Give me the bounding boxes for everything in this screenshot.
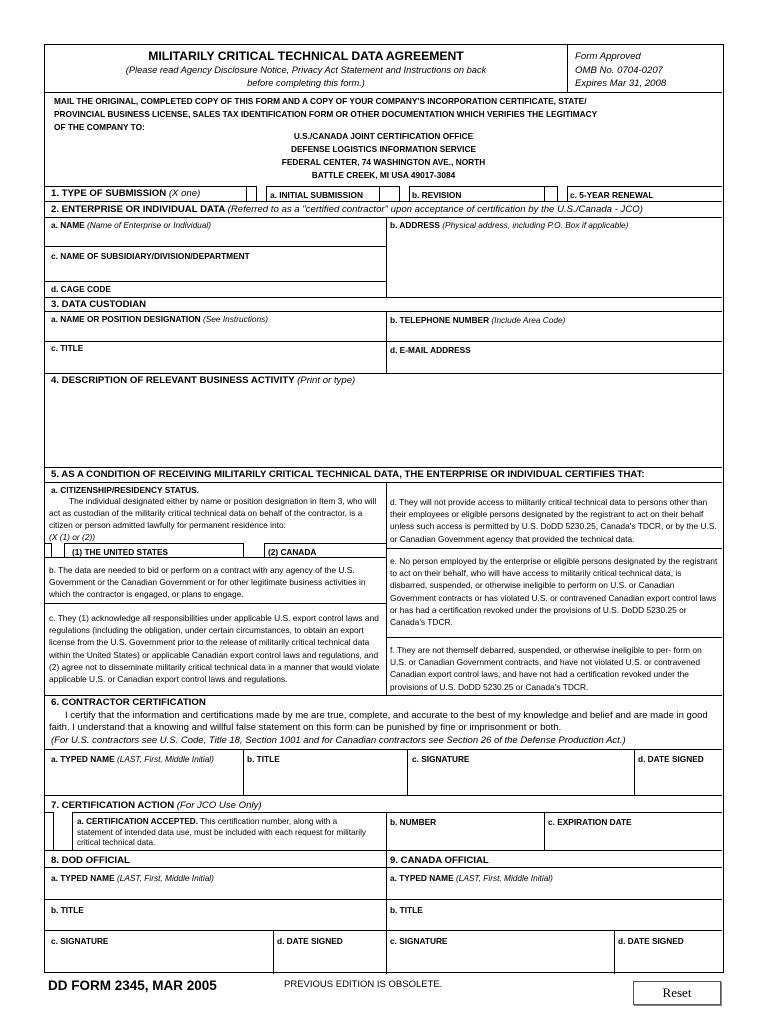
certification-accepted-label: a. CERTIFICATION ACCEPTED. [77, 817, 198, 826]
reset-button[interactable]: Reset [633, 981, 721, 1005]
initial-submission-label: a. INITIAL SUBMISSION [270, 190, 363, 200]
rule [386, 482, 387, 695]
revision-checkbox[interactable] [399, 186, 410, 201]
rule [386, 812, 387, 850]
rule [386, 637, 722, 638]
condition-f-text: f. They are not themself debarred, suspended, or otherwise ineligible to per- form on U.S. or Canadian Government contracts, and have not violated U.S. or contravened Canadian export control laws, and have not had a certification revoked under the provisions of U.S. DoDD 5230.25 or Canada's TDCR. [390, 645, 702, 692]
telephone-hint: (Include Area Code) [491, 315, 566, 325]
rule [544, 812, 545, 850]
custodian-name-field[interactable] [49, 325, 382, 339]
rule [45, 311, 722, 312]
rule [45, 467, 722, 468]
citizenship-hint: (X (1) or (2)) [49, 532, 96, 542]
section-2-title: 2. ENTERPRISE OR INDIVIDUAL DATA [51, 204, 225, 215]
section-7-label [51, 800, 262, 811]
dod-date-field[interactable] [277, 948, 382, 970]
condition-e-text: e. No person employed by the enterprise or eligible persons designated by the registrant to act on their behalf, who will have access to militarily critical technical data, is disbarred, suspended, or otherwise ineligible to perform on U.S. or Canadian Government contracts or has violated U.S. or contravened Canadian export control laws or has had a certification revoked under the provisions of U.S. DoDD 5230.25 or Canada's TDCR. [390, 556, 718, 628]
rule [45, 930, 722, 931]
mail-address-1: U.S./CANADA JOINT CERTIFICATION OFFICE [293, 131, 474, 141]
subsidiary-label: c. NAME OF SUBSIDIARY/DIVISION/DEPARTMENT [51, 251, 250, 261]
canada-title-label: b. TITLE [390, 905, 423, 915]
section-4-label [51, 375, 355, 386]
contractor-date-field[interactable] [638, 767, 718, 793]
section-7-title: 7. CERTIFICATION ACTION [51, 800, 175, 811]
rule [45, 297, 722, 298]
mail-line-2: PROVINCIAL BUSINESS LICENSE, SALES TAX IDENTIFICATION FORM OR OTHER DOCUMENTATION WHICH VERIFIES THE LEGITIMACY [54, 109, 598, 119]
rule [45, 201, 722, 202]
certification-accepted-text [77, 817, 375, 849]
section-1-title: 1. TYPE OF SUBMISSION [51, 188, 167, 199]
section-7-hint: (For JCO Use Only) [176, 800, 262, 811]
expiration-date-field[interactable] [548, 829, 718, 847]
revision-label: b. REVISION [412, 190, 462, 200]
condition-d-text: d. They will not provide access to militarily critical technical data to persons other than their employees or eligible persons designated by the registrant to act on their behalf unless such access is permitted by U.S. DoDD 5230.25, Canada's TDCR, or by the U.S. or Canadian Government agency that provided the technical data. [390, 497, 717, 544]
canada-signature-label: c. SIGNATURE [390, 936, 448, 946]
form-subtitle-2: before completing this form.) [247, 78, 365, 88]
address-label [390, 220, 628, 230]
renewal-label: c. 5-YEAR RENEWAL [570, 190, 654, 200]
custodian-name-hint: (See Instructions) [202, 314, 269, 324]
subsidiary-field[interactable] [49, 262, 382, 279]
certification-number-field[interactable] [390, 829, 540, 847]
rule [45, 543, 386, 544]
contractor-date-label: d. DATE SIGNED [638, 754, 704, 764]
custodian-title-field[interactable] [49, 354, 382, 370]
contractor-title-field[interactable] [247, 767, 405, 793]
section-6-label: 6. CONTRACTOR CERTIFICATION [51, 697, 206, 708]
certification-number-label: b. NUMBER [390, 817, 437, 827]
rule [45, 812, 722, 813]
dod-name-field[interactable] [49, 885, 382, 897]
rule [45, 246, 386, 247]
section-2-hint: (Referred to as a "certified contractor" upon acceptance of certification by the U.S./Canada - JCO) [227, 204, 643, 215]
expiration-note: Expires Mar 31, 2008 [575, 78, 667, 89]
mail-address-2: DEFENSE LOGISTICS INFORMATION SERVICE [290, 144, 476, 154]
dod-title-label: b. TITLE [51, 905, 84, 915]
citizenship-label: a. CITIZENSHIP/RESIDENCY STATUS. [51, 485, 199, 495]
certification-accepted-checkbox[interactable] [53, 812, 73, 850]
rule [407, 749, 408, 795]
rule [45, 603, 386, 604]
address-hint: (Physical address, including P.O. Box if applicable) [442, 220, 629, 230]
canada-date-label: d. DATE SIGNED [618, 936, 684, 946]
form-title: MILITARILY CRITICAL TECHNICAL DATA AGREEMENT [148, 49, 464, 63]
section-3-label: 3. DATA CUSTODIAN [51, 299, 147, 310]
section-1-hint: (X one) [168, 188, 201, 199]
condition-b-text: b. The data are needed to bid or perform on a contract with any agency of the U.S. Government or the Canadian Government or for other legitimate business activities in which the contractor is engaged, or plans to engage. [49, 565, 366, 600]
certification-text: I certify that the information and certifications made by me are true, complete, and accurate to the best of my knowledge and belief and are made in good faith. I understand that a knowing and willful false statement on this form can be punished by fine or imprisonment or both. [49, 710, 708, 734]
address-title: b. ADDRESS [390, 220, 440, 230]
dod-name-hint: (LAST, First, Middle Initial) [116, 873, 214, 883]
obsolete-notice: PREVIOUS EDITION IS OBSOLETE. [284, 979, 443, 990]
citizenship-text: The individual designated either by name or position designation in Item 3, who will act as custodian of the militarily critical technical data on behalf of the contractor, is a citizen or person admitted lawfully for permanent residence into: [49, 496, 377, 531]
renewal-checkbox[interactable] [557, 186, 568, 201]
custodian-name-label [51, 314, 268, 324]
rule [45, 795, 722, 796]
dod-title-field[interactable] [49, 916, 382, 928]
canada-label: (2) CANADA [268, 547, 317, 557]
rule [386, 217, 387, 297]
enterprise-name-label [51, 220, 211, 230]
rule [386, 548, 722, 549]
rule [386, 850, 387, 974]
form-number: DD FORM 2345, MAR 2005 [48, 978, 217, 993]
mail-address-3: FEDERAL CENTER, 74 WASHINGTON AVE., NORTH [281, 157, 486, 167]
dod-name-label [51, 873, 214, 883]
mail-line-3: OF THE COMPANY TO: [54, 122, 145, 132]
contractor-name-hint: (LAST, First, Middle Initial) [116, 754, 214, 764]
rule [45, 850, 722, 851]
condition-c-text: c. They (1) acknowledge all responsibilities under applicable U.S. export control laws and regulations (including the obligation, under certain circumstances, to obtain an export license from the U.S. Government prior to the release of militarily critical technical data within the United States) or applicable Canadian export control laws and regulations, and (2) agree not to disseminate militarily critical technical data in a manner that would violate applicable U.S. or Canadian export control laws and regulations. [49, 613, 380, 685]
rule [45, 373, 722, 374]
section-4-hint: (Print or type) [297, 375, 356, 386]
rule [386, 311, 387, 373]
form-approved: Form Approved [575, 51, 641, 62]
mail-line-1: MAIL THE ORIGINAL, COMPLETED COPY OF THIS FORM AND A COPY OF YOUR COMPANY'S INCORPORATION CERTIFICATE, STATE/ [54, 96, 587, 106]
canada-name-title: a. TYPED NAME [390, 873, 454, 883]
section-9-label: 9. CANADA OFFICIAL [390, 855, 489, 866]
custodian-title-label: c. TITLE [51, 343, 84, 353]
rule [45, 695, 722, 696]
rule [544, 186, 545, 201]
mail-address-4: BATTLE CREEK, MI USA 49017-3084 [311, 170, 456, 180]
rule [243, 749, 244, 795]
cage-code-label: d. CAGE CODE [51, 284, 111, 294]
section-5-label: 5. AS A CONDITION OF RECEIVING MILITARILY CRITICAL TECHNICAL DATA, THE ENTERPRISE OR INDIVIDUAL CERTIFIES THAT: [51, 469, 645, 480]
rule [45, 867, 722, 868]
telephone-title: b. TELEPHONE NUMBER [390, 315, 490, 325]
dod-name-title: a. TYPED NAME [51, 873, 115, 883]
rule [45, 482, 722, 483]
custodian-name-title: a. NAME OR POSITION DESIGNATION [51, 314, 201, 324]
enterprise-name-hint: (Name of Enterprise or Individual) [86, 220, 212, 230]
canada-name-label [390, 873, 553, 883]
section-4-title: 4. DESCRIPTION OF RELEVANT BUSINESS ACTIVITY [51, 375, 295, 386]
dod-date-label: d. DATE SIGNED [277, 936, 343, 946]
contractor-name-title: a. TYPED NAME [51, 754, 115, 764]
email-field[interactable] [390, 356, 718, 371]
email-label: d. E-MAIL ADDRESS [390, 345, 471, 355]
canada-name-hint: (LAST, First, Middle Initial) [455, 873, 553, 883]
telephone-label [390, 315, 565, 325]
rule [45, 749, 722, 750]
rule [614, 930, 615, 974]
section-8-label: 8. DOD OFFICIAL [51, 855, 130, 866]
rule [273, 930, 274, 974]
contractor-signature-label: c. SIGNATURE [412, 754, 470, 764]
contractor-name-field[interactable] [49, 767, 239, 793]
canada-checkbox[interactable] [243, 543, 265, 557]
rule [45, 899, 722, 900]
header-divider [567, 45, 568, 92]
canada-date-field[interactable] [618, 948, 718, 970]
expiration-date-label: c. EXPIRATION DATE [548, 817, 632, 827]
form-frame [44, 44, 724, 973]
contractor-title-label: b. TITLE [247, 754, 280, 764]
rule [246, 186, 247, 201]
rule [45, 92, 722, 93]
certification-citation: (For U.S. contractors see U.S. Code, Title 18, Section 1001 and for Canadian contractors see Section 26 of the Defense Production Act.) [51, 735, 626, 746]
united-states-label: (1) THE UNITED STATES [72, 547, 169, 557]
section-2-label [51, 204, 643, 215]
canada-title-field[interactable] [390, 916, 718, 928]
rule [379, 186, 380, 201]
dod-signature-label: c. SIGNATURE [51, 936, 109, 946]
rule [45, 281, 386, 282]
contractor-name-label [51, 754, 214, 764]
business-activity-field[interactable] [49, 389, 718, 465]
section-1-label [51, 188, 200, 199]
form-subtitle-1: (Please read Agency Disclosure Notice, Privacy Act Statement and Instructions on back [125, 65, 487, 75]
certification-accepted-body: This certification number, along with a statement of intended data use, must be included with each request for militarily critical technical data. [77, 817, 366, 848]
omb-number: OMB No. 0704-0207 [575, 65, 663, 76]
rule [45, 217, 722, 218]
united-states-checkbox[interactable] [51, 543, 65, 557]
rule [45, 186, 722, 187]
enterprise-name-title: a. NAME [51, 220, 85, 230]
canada-name-field[interactable] [390, 885, 718, 897]
rule [45, 557, 386, 558]
rule [45, 341, 722, 342]
address-field[interactable] [390, 231, 718, 293]
initial-submission-checkbox[interactable] [256, 186, 267, 201]
rule [634, 749, 635, 795]
